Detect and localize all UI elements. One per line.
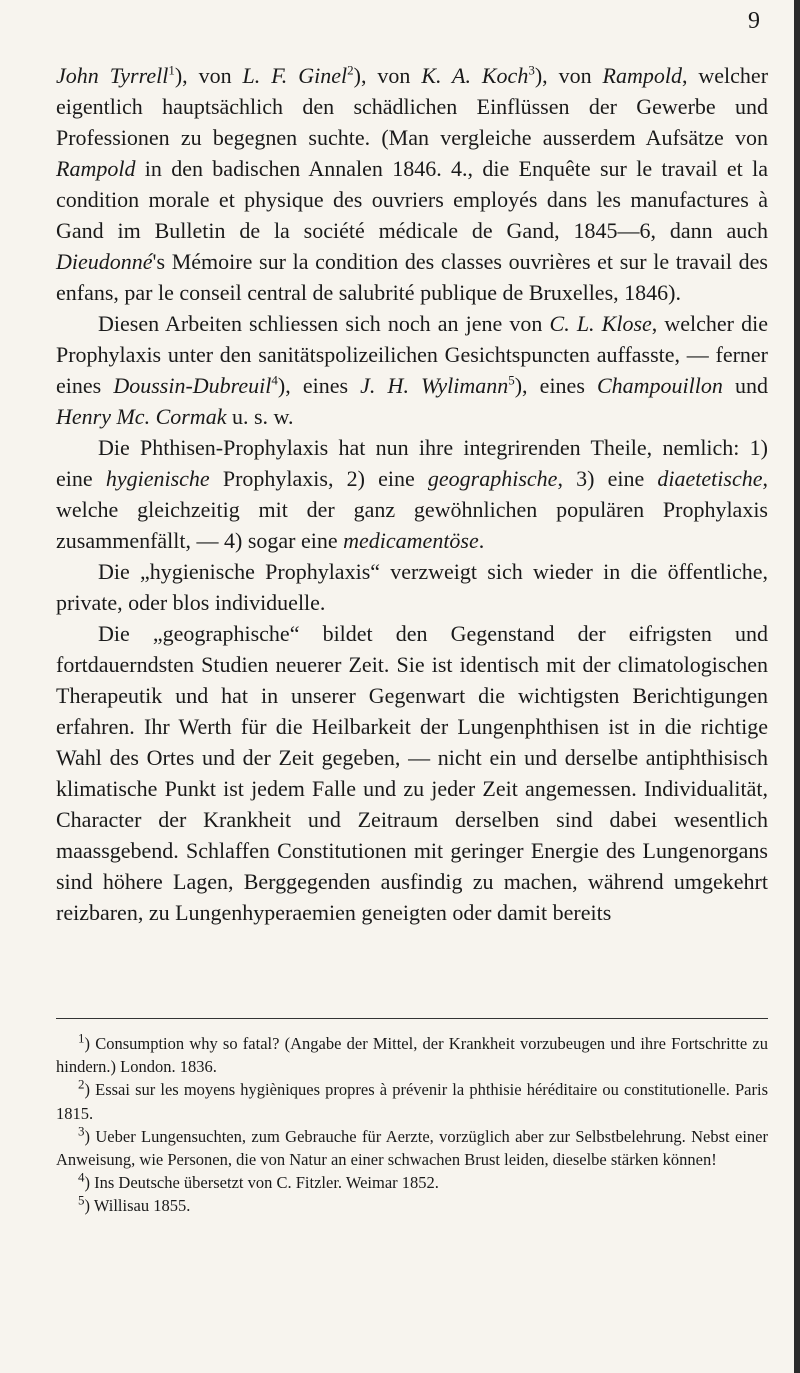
- text-run: ), eines: [277, 373, 361, 398]
- footnote-marker: 5: [508, 372, 515, 388]
- footnote-text: Essai sur les moyens hygièniques propres à prévenir la phthisie héréditaire ou constitutionelle. Paris 1815.: [56, 1080, 768, 1123]
- footnote: [56, 1032, 768, 1078]
- footnote-divider: [56, 1018, 768, 1019]
- footnote-number: 5: [78, 1192, 85, 1208]
- text-run: Prophylaxis, 2) eine: [209, 466, 428, 491]
- footnote: [56, 1194, 768, 1217]
- text-run: in den badischen Annalen 1846. 4., die Enquête sur le travail et la condition morale et physique des ouvriers employés dans les manufactures à Gand im Bulletin de la société médicale de Gand, 1845—6, dann auch: [56, 156, 768, 243]
- footnote-text: Ins Deutsche übersetzt von C. Fitzler. Weimar 1852.: [94, 1173, 439, 1193]
- footnote-paren: ): [84, 1196, 94, 1216]
- text-run: ), von: [534, 63, 603, 88]
- italic-text: diaetetische: [657, 466, 763, 491]
- footnote-number: 2: [78, 1076, 85, 1092]
- italic-text: K. A. Koch: [421, 63, 529, 88]
- italic-text: geographische: [427, 466, 558, 491]
- italic-text: medicamentöse: [343, 528, 479, 553]
- paragraph: [56, 618, 768, 928]
- italic-text: C. L. Klose: [549, 311, 652, 336]
- text-run: 's Mémoire sur la condition des classes ouvrières et sur le travail des enfans, par le conseil central de salubrité publique de Bruxelles, 1846).: [56, 249, 768, 305]
- footnote-paren: ): [84, 1034, 96, 1053]
- scan-edge: [794, 0, 800, 1373]
- footnote: [56, 1125, 768, 1171]
- footnote-paren: ): [84, 1080, 96, 1100]
- text-run: , welcher die Prophylaxis unter den sanitätspolizeilichen Gesichtspuncten auffasste, — ferner eines: [56, 311, 768, 398]
- text-run: Die Phthisen-Prophylaxis hat nun ihre integrirenden Theile, nemlich: 1) eine: [56, 435, 768, 491]
- text-run: .: [478, 528, 485, 553]
- footnote-marker: 3: [528, 62, 535, 78]
- text-run: Die „hygienische Prophylaxis“ verzweigt sich wieder in die öffentliche, private, oder blos individuelle.: [56, 559, 768, 615]
- text-run: u. s. w.: [226, 404, 294, 429]
- italic-text: John Tyrrell: [56, 63, 169, 88]
- italic-text: Champouillon: [597, 373, 723, 398]
- paragraph: [56, 308, 768, 432]
- text-run: ), von: [353, 63, 422, 88]
- paragraph: [56, 556, 768, 618]
- paragraph: [56, 432, 768, 556]
- italic-text: Doussin-Dubreuil: [113, 373, 272, 398]
- italic-text: hygienische: [105, 466, 210, 491]
- footnote-paren: ): [84, 1126, 96, 1146]
- text-run: Die „geographische“ bildet den Gegenstand der eifrigsten und fortdauerndsten Studien neuerer Zeit. Sie ist identisch mit der climatologischen Therapeutik und hat in unserer Gegenwart die wichtigsten Berichtigungen erfahren. Ihr Werth für die Heilbarkeit der Lungenphthisen ist in die richtige Wahl des Ortes und der Zeit gegeben, — nicht ein und derselbe antiphthisisch klimatische Punkt ist jedem Falle und zu jeder Zeit angemessen. Individualität, Character der Krankheit und Zeitraum derselben sind dabei wesentlich maassgebend. Schlaffen Constitutionen mit geringer Energie des Lungenorgans sind höhere Lagen, Berggegenden ausfindig zu machen, während umgekehrt reizbaren, zu Lungenhyperaemien geneigten oder damit bereits: [56, 621, 768, 925]
- paragraph: [56, 60, 768, 308]
- text-run: , welche gleichzeitig mit der ganz gewöhnlichen populären Prophylaxis zusammenfällt, — 4) sogar eine: [56, 466, 768, 553]
- text-run: , 3) eine: [557, 466, 658, 491]
- footnote-paren: ): [84, 1173, 95, 1193]
- footnotes: [56, 1032, 768, 1218]
- text-run: und: [722, 373, 769, 398]
- body-text: [56, 60, 768, 928]
- footnote-number: 1: [78, 1030, 85, 1046]
- text-run: , welcher eigentlich hauptsächlich den schädlichen Einflüssen der Gewerbe und Professionen zu begegnen suchte. (Man vergleiche ausserdem Aufsätze von: [56, 63, 769, 150]
- italic-text: L. F. Ginel: [242, 63, 348, 88]
- footnote-text: Consumption why so fatal? (Angabe der Mittel, der Krankheit vorzubeugen und ihre Fortschritte zu hindern.) London. 1836.: [56, 1034, 769, 1077]
- page-number: 9: [748, 8, 760, 34]
- text-run: ), eines: [514, 373, 597, 398]
- italic-text: Rampold: [56, 156, 136, 181]
- text-run: ), von: [174, 63, 243, 88]
- text-run: Diesen Arbeiten schliessen sich noch an jene von: [98, 311, 550, 336]
- italic-text: J. H. Wylimann: [360, 373, 509, 398]
- italic-text: Dieudonné: [56, 249, 153, 274]
- footnote-marker: 2: [347, 62, 354, 78]
- footnote-text: Ueber Lungensuchten, zum Gebrauche für Aerzte, vorzüglich aber zur Selbstbelehrung. Nebst einer Anweisung, wie Personen, die von Natur an einer schwachen Brust leiden, dieselbe stärken können!: [56, 1126, 768, 1170]
- footnote-number: 3: [78, 1123, 85, 1139]
- italic-text: Rampold: [602, 63, 682, 88]
- footnote-number: 4: [78, 1169, 85, 1185]
- footnote: [56, 1171, 768, 1194]
- footnote-marker: 1: [168, 62, 175, 78]
- italic-text: Henry Mc. Cormak: [56, 404, 227, 429]
- footnote-text: Willisau 1855.: [93, 1196, 191, 1216]
- footnote-marker: 4: [271, 372, 278, 388]
- footnote: [56, 1078, 768, 1124]
